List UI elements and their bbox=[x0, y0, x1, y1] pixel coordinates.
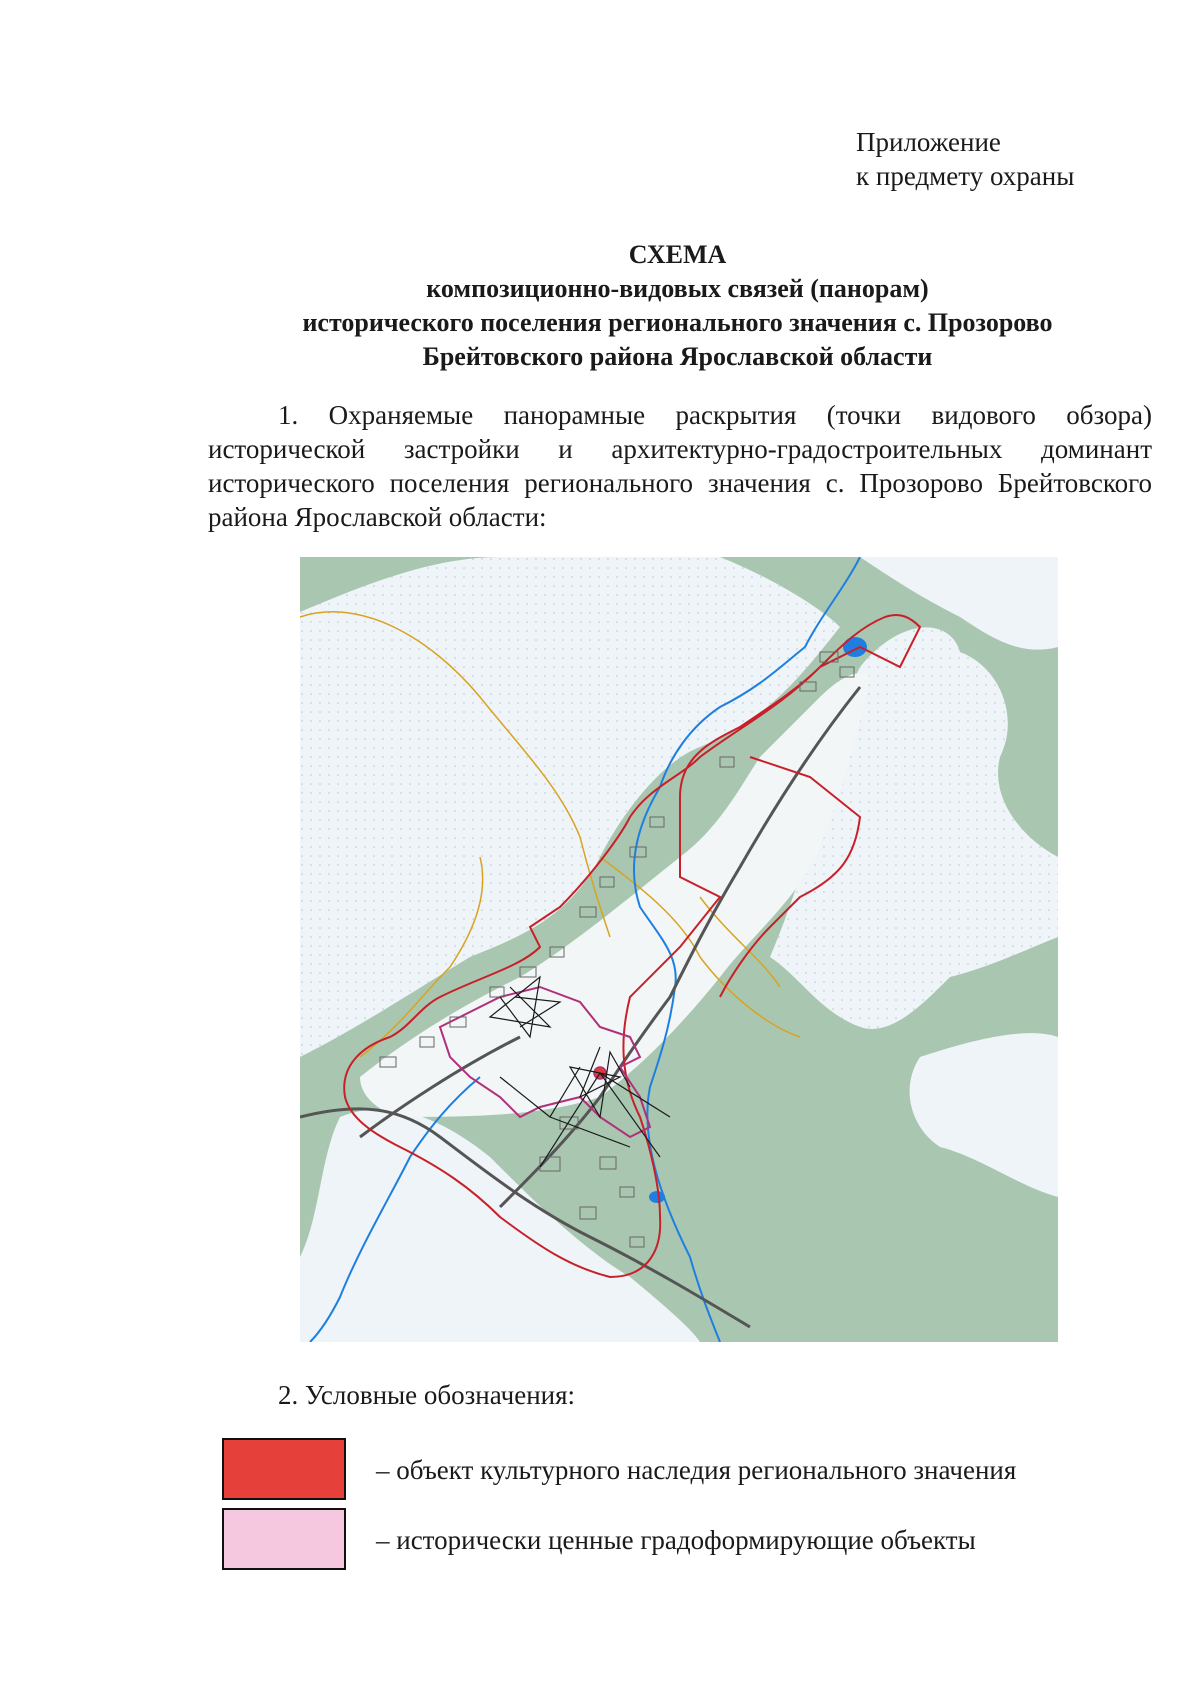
legend-swatch-heritage bbox=[222, 1438, 346, 1500]
appendix-note bbox=[856, 125, 1074, 193]
map-svg bbox=[300, 557, 1058, 1342]
legend-swatch-historic bbox=[222, 1508, 346, 1570]
legend-label-historic: – исторически ценные градоформирующие объекты bbox=[376, 1525, 976, 1555]
section-2-heading: 2. Условные обозначения: bbox=[278, 1380, 576, 1410]
document-title bbox=[200, 238, 1155, 374]
section-1-paragraph bbox=[208, 398, 1152, 534]
appendix-line-2: к предмету охраны bbox=[856, 161, 1075, 191]
section-1-number: 1. bbox=[278, 400, 299, 430]
section-1-text: Охраняемые панорамные раскрытия (точки видового обзора) исторической застройки и архитектурно-градостроительных доминант исторического поселения регионального значения с. Прозорово Брейтовского района Ярославской области: bbox=[208, 400, 1153, 532]
title-line-2: композиционно-видовых связей (панорам) bbox=[426, 274, 929, 303]
title-line-4: Брейтовского района Ярославской области bbox=[422, 342, 933, 371]
appendix-line-1: Приложение bbox=[856, 127, 1001, 157]
title-line-3: исторического поселения регионального значения с. Прозорово bbox=[302, 308, 1053, 337]
panorama-map bbox=[300, 557, 1058, 1342]
pond-south bbox=[649, 1191, 665, 1203]
legend-label-heritage: – объект культурного наследия регионального значения bbox=[376, 1455, 1017, 1485]
title-line-1: СХЕМА bbox=[628, 240, 727, 269]
